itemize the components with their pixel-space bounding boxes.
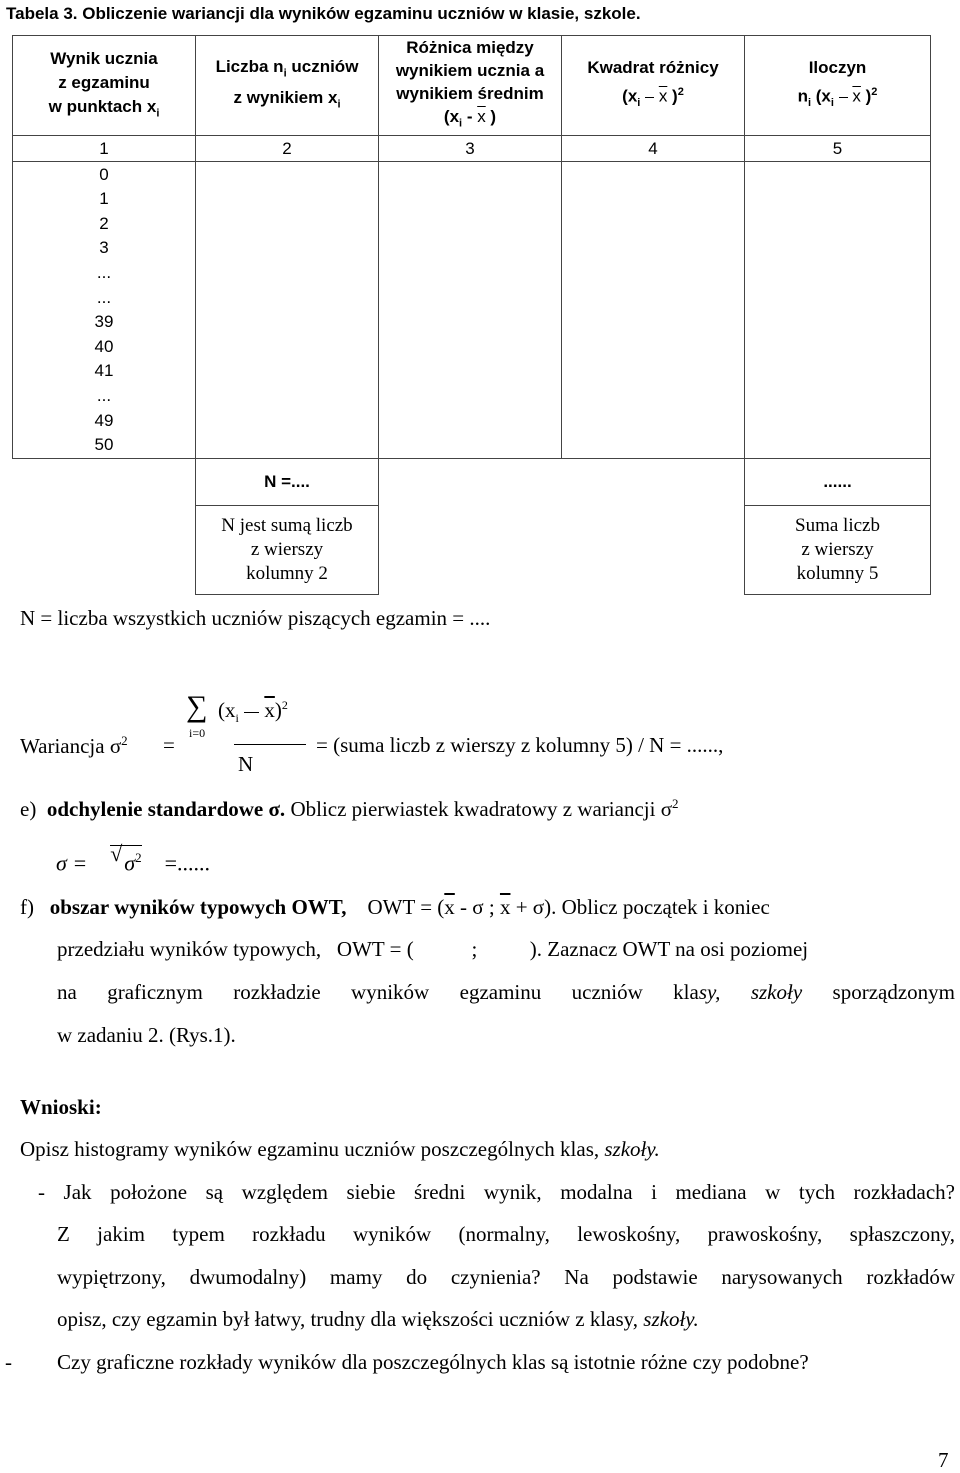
bullet2-dash: -: [5, 1350, 12, 1374]
score-cell: 0: [13, 162, 196, 187]
header-square: Kwadrat różnicy ($x_i$ $\overline{x}$ )$^2$: [562, 36, 745, 136]
sum-col5: ......: [745, 458, 931, 505]
fraction-bar: [234, 744, 306, 745]
sum-lower-bound: i=0: [189, 726, 206, 740]
score-cell: 41: [13, 359, 196, 384]
variance-table: [12, 35, 931, 595]
table-caption: Tabela 3. Obliczenie wariancji dla wyników egzaminu uczniów w klasie, szkole.: [6, 4, 641, 23]
table-row: [13, 285, 931, 310]
sum-row: [13, 458, 931, 505]
score-cell: 49: [13, 408, 196, 433]
table-row: [13, 408, 931, 433]
table-row: [13, 310, 931, 335]
score-cell: 39: [13, 310, 196, 335]
score-cell: ...: [13, 285, 196, 310]
header-count: Liczba $n_i$ uczniów z wynikiem $x_i$: [196, 36, 379, 136]
section-f-line3: na graficznym rozkładzie wyników egzaminu uczniów klasy, szkoły sporządzonym: [57, 980, 956, 1004]
table-row: [13, 433, 931, 458]
score-cell: 40: [13, 335, 196, 360]
n-definition: N = liczba wszystkich uczniów piszących egzamin = ....: [20, 606, 491, 630]
bullet1-line3: wypiętrzony, dwumodalny) mamy do czynienia? Na podstawie narysowanych rozkładów: [57, 1265, 955, 1289]
page-number: 7: [938, 1448, 949, 1472]
score-cell: ...: [13, 384, 196, 409]
variance-rhs: = (suma liczb z wierszy z kolumny 5) / N = ......,: [316, 733, 724, 757]
column-number: 4: [562, 136, 745, 162]
header-product: Iloczyn $n_i$ ($x_i$ $\overline{x}$ )$^2$: [745, 36, 931, 136]
score-cell: 3: [13, 236, 196, 261]
score-cell: 1: [13, 187, 196, 212]
column-number: 1: [13, 136, 196, 162]
bullet1-line1: - Jak położone są względem siebie średni wynik, modalna i mediana w tych rozkładach?: [38, 1180, 955, 1204]
note-row: [13, 505, 931, 594]
column-number: 5: [745, 136, 931, 162]
bullet1-line4: opisz, czy egzamin był łatwy, trudny dla większości uczniów z klasy, szkoły.: [57, 1307, 699, 1331]
note-n: N jest sumą liczb z wierszy kolumny 2: [196, 505, 379, 594]
table-row: [13, 261, 931, 286]
table-row: [13, 335, 931, 360]
score-cell: 50: [13, 433, 196, 458]
column-number: 2: [196, 136, 379, 162]
table-row: [13, 236, 931, 261]
variance-numerator: ($x_i$ $\overline{x})^2$: [218, 698, 288, 726]
note-col5: Suma liczb z wierszy kolumny 5: [745, 505, 931, 594]
score-cell: ...: [13, 261, 196, 286]
header-difference: Różnica między wynikiem ucznia a wynikiem średnim ($x_i - \overline{x}$ ): [379, 36, 562, 136]
variance-equals: =: [163, 733, 175, 757]
table-row: [13, 212, 931, 237]
table-row: [13, 359, 931, 384]
table-row: [13, 162, 931, 187]
sum-sign: ∑: [186, 690, 208, 723]
section-f-line2: przedziału wyników typowych, OWT = ( ; ). Zaznacz OWT na osi poziomej: [57, 937, 809, 961]
sigma-formula: σ = √ $\sigma^2$ =......: [56, 841, 210, 876]
table-row: [13, 187, 931, 212]
section-e: e) odchylenie standardowe σ. Oblicz pierwiastek kwadratowy z wariancji $\sigma^2$: [20, 796, 679, 821]
bullet1-line2: Z jakim typem rozkładu wyników (normalny, lewoskośny, prawoskośny, spłaszczony,: [57, 1222, 955, 1246]
column-number-row: [13, 136, 931, 162]
variance-denominator: N: [238, 752, 254, 776]
conclusions-intro: Opisz histogramy wyników egzaminu uczniów poszczególnych klas, szkoły.: [20, 1137, 660, 1161]
column-number: 3: [379, 136, 562, 162]
score-cell: 2: [13, 212, 196, 237]
bullet2-text: Czy graficzne rozkłady wyników dla poszczególnych klas są istotnie różne czy podobne?: [57, 1350, 809, 1374]
section-f-line1: f) obszar wyników typowych OWT, OWT = ($\overline{x}$ - σ ; $\overline{x} + \sigma$). Oblicz początek i koniec: [20, 895, 770, 919]
table-header-row: [13, 36, 931, 136]
sum-n: N =....: [196, 458, 379, 505]
variance-label: Wariancja $\sigma^2$: [20, 733, 128, 758]
table-row: [13, 384, 931, 409]
conclusions-heading: Wnioski:: [20, 1095, 102, 1119]
section-f-line4: w zadaniu 2. (Rys.1).: [57, 1023, 236, 1047]
header-score: Wynik ucznia z egzaminu w punktach $x_i$: [13, 36, 196, 136]
